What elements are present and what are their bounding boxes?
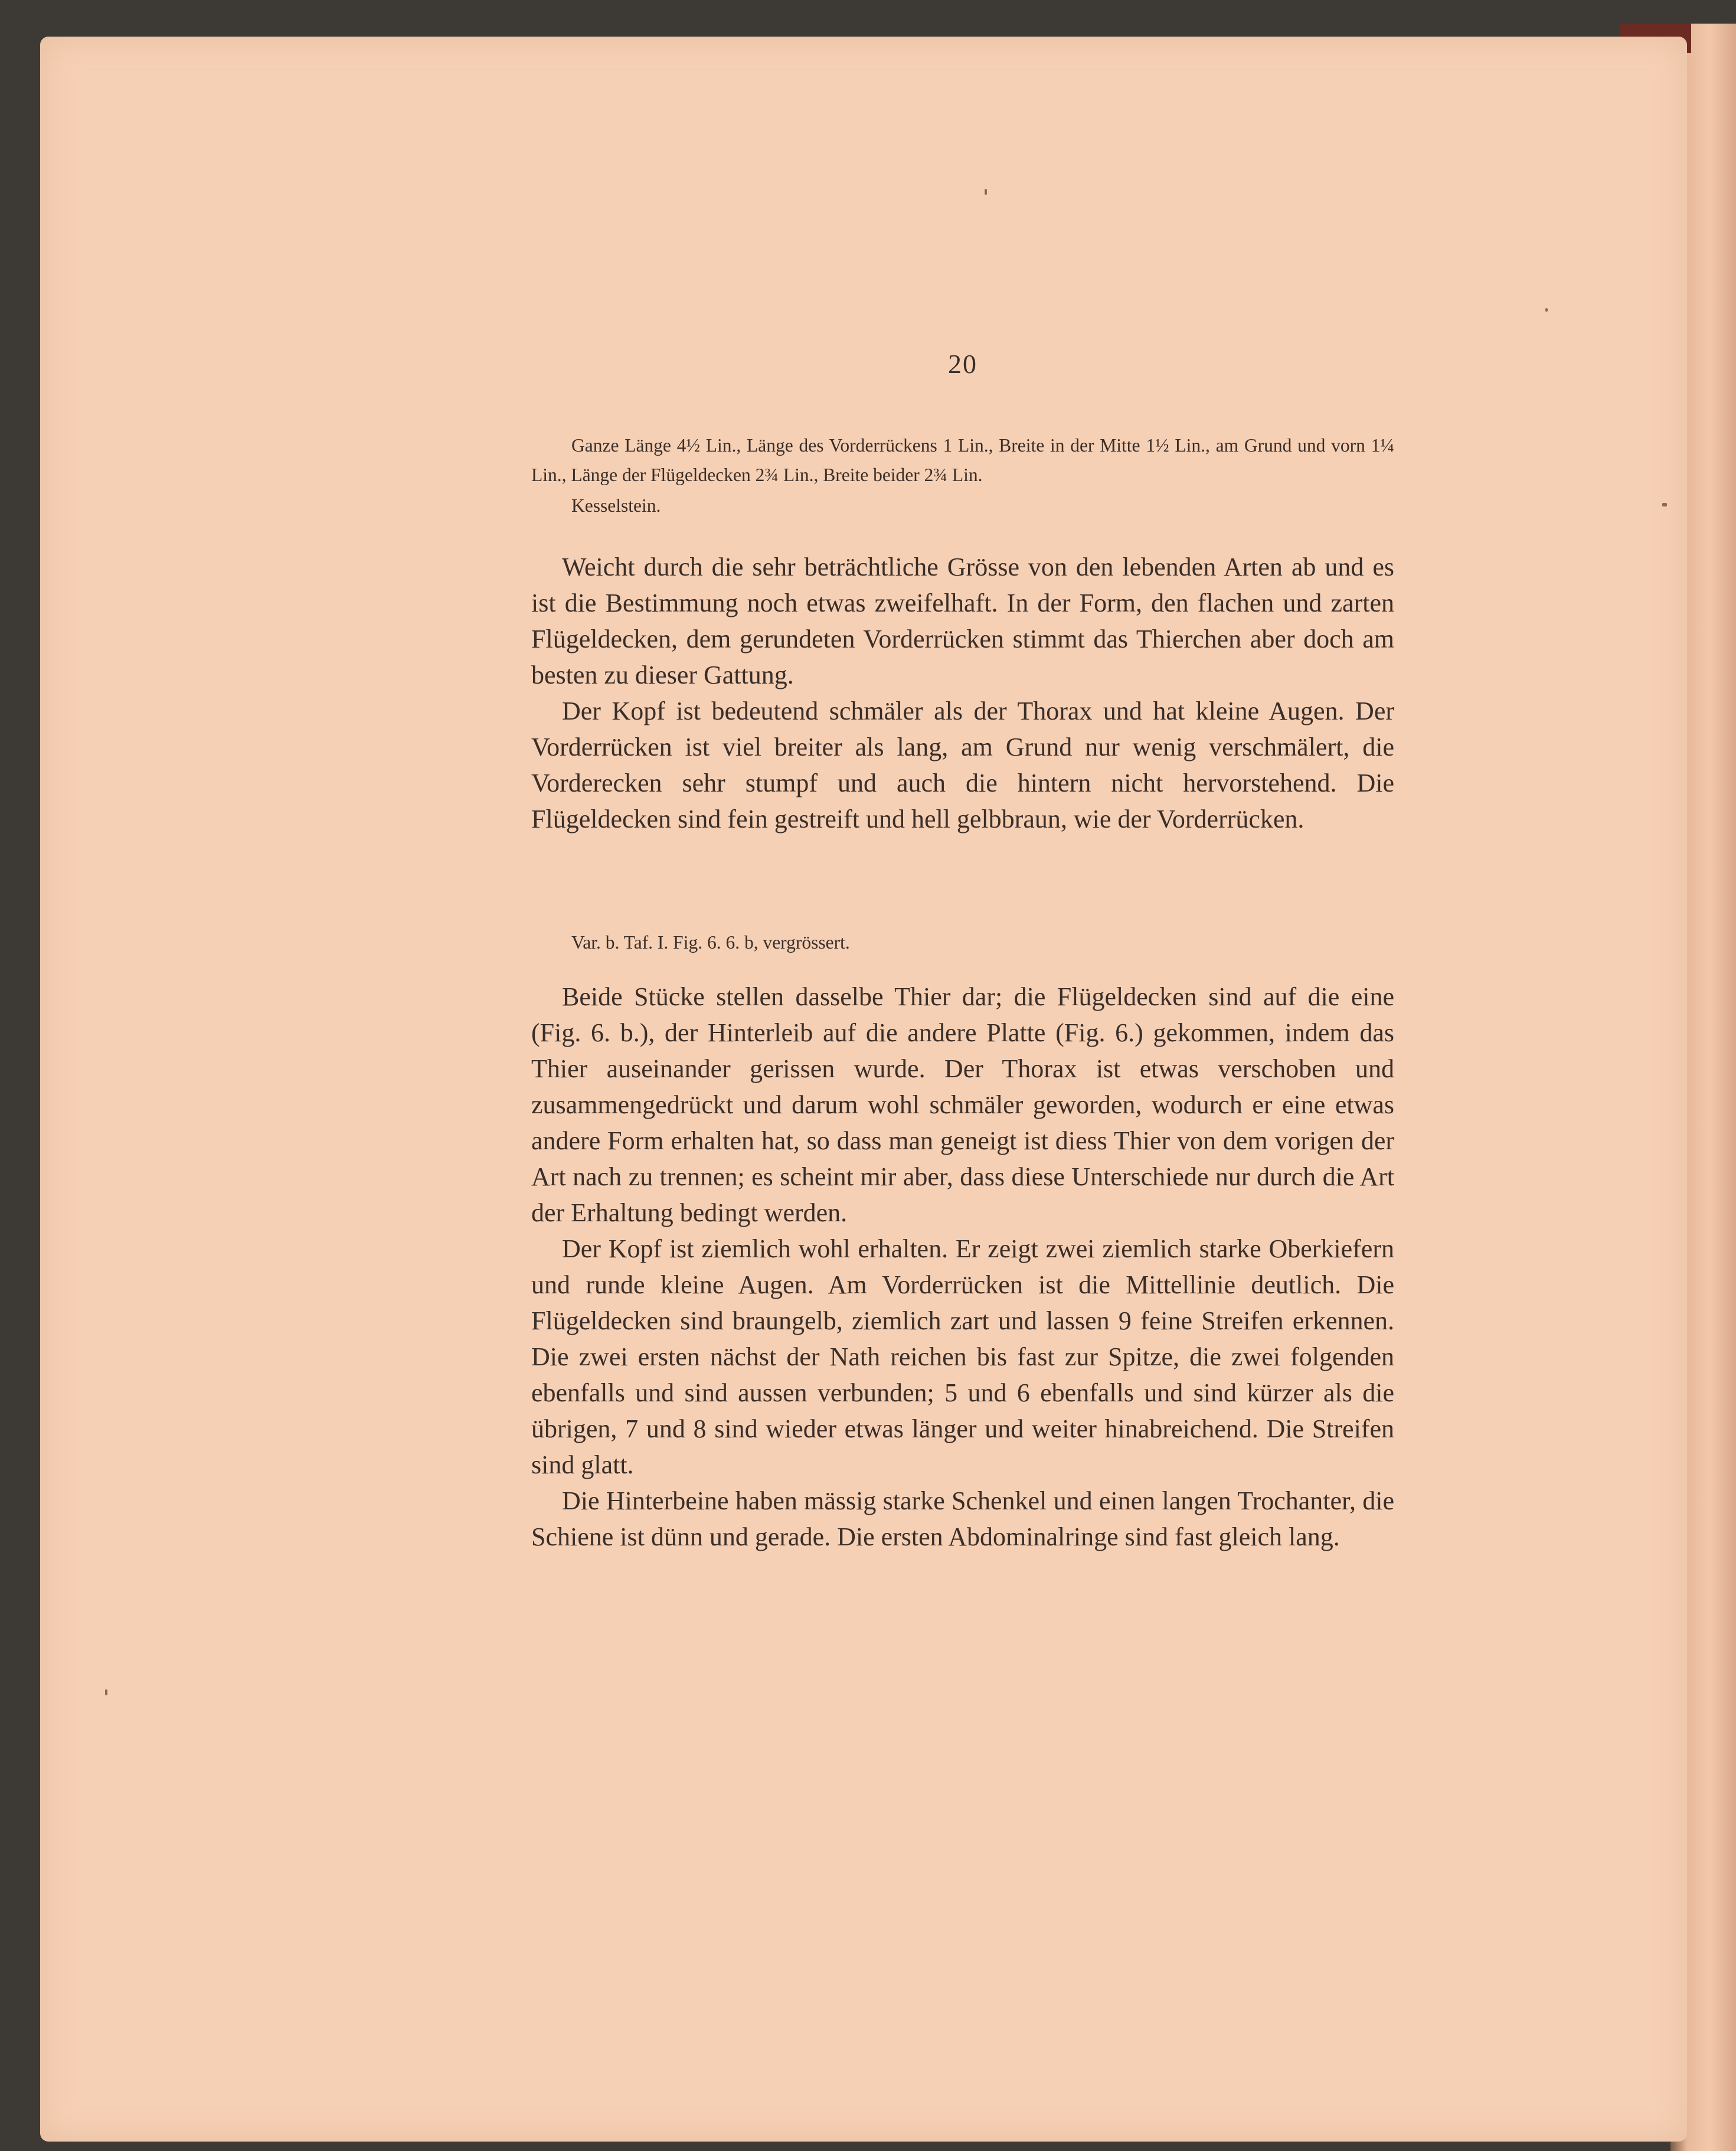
paragraph: Die Hinterbeine haben mässig starke Schenkel und einen langen Trochanter, die Schiene ist dünn und gerade. Die ersten Abdominalringe sind fast gleich lang.: [531, 1486, 1394, 1551]
paragraph: Beide Stücke stellen dasselbe Thier dar; die Flügeldecken sind auf die eine (Fig. 6. b.), der Hinterleib auf die andere Platte (Fig. 6.) gekommen, indem das Thier auseinander gerissen wurde. Der Thorax ist etwas verschoben und zusammengedrückt und darum wohl schmäler geworden, wodurch er eine etwas andere Form erhalten hat, so dass man geneigt ist diess Thier von dem vorigen der Art nach zu trennen; es scheint mir aber, dass diese Unterschiede nur durch die Art der Erhaltung bedingt werden.: [531, 982, 1394, 1227]
paragraph: Weicht durch die sehr beträchtliche Grösse von den lebenden Arten ab und es ist die Bestimmung noch etwas zweifelhaft. In der Form, den flachen und zarten Flügeldecken, dem gerundeten Vorderrücken stimmt das Thierchen aber doch am besten zu dieser Gattung.: [531, 553, 1394, 689]
book-page: [40, 37, 1687, 2142]
paper-speck: [105, 1689, 107, 1695]
page-number: 20: [948, 349, 977, 379]
paper-speck: [1662, 503, 1667, 506]
paper-speck: [985, 189, 987, 195]
variety-heading: Var. b. Taf. I. Fig. 6. 6. b, vergrössert.: [571, 932, 850, 953]
paper-speck: [1545, 308, 1548, 312]
measurements-note: Ganze Länge 4½ Lin., Länge des Vorderrückens 1 Lin., Breite in der Mitte 1½ Lin., am Grund und vorn 1¼ Lin., Länge der Flügeldecken 2¾ Lin., Breite beider 2¾ Lin.: [531, 435, 1394, 485]
description-section: [531, 549, 1394, 837]
variety-description-section: [531, 979, 1394, 1555]
paragraph: Der Kopf ist ziemlich wohl erhalten. Er zeigt zwei ziemlich starke Oberkiefern und runde kleine Augen. Am Vorderrücken ist die Mittellinie deutlich. Die Flügeldecken sind braungelb, ziemlich zart und lassen 9 feine Streifen erkennen. Die zwei ersten nächst der Nath reichen bis fast zur Spitze, die zwei folgenden ebenfalls und sind aussen verbunden; 5 und 6 ebenfalls und sind kürzer als die übrigen, 7 und 8 sind wieder etwas länger und weiter hinabreichend. Die Streifen sind glatt.: [531, 1234, 1394, 1479]
locality-note: Kesselstein.: [571, 495, 661, 516]
paragraph: Der Kopf ist bedeutend schmäler als der Thorax und hat kleine Augen. Der Vorderrücken ist viel breiter als lang, am Grund nur wenig verschmälert, die Vorderecken sehr stumpf und auch die hintern nicht hervorstehend. Die Flügeldecken sind fein gestreift und hell gelbbraun, wie der Vorderrücken.: [531, 697, 1394, 833]
